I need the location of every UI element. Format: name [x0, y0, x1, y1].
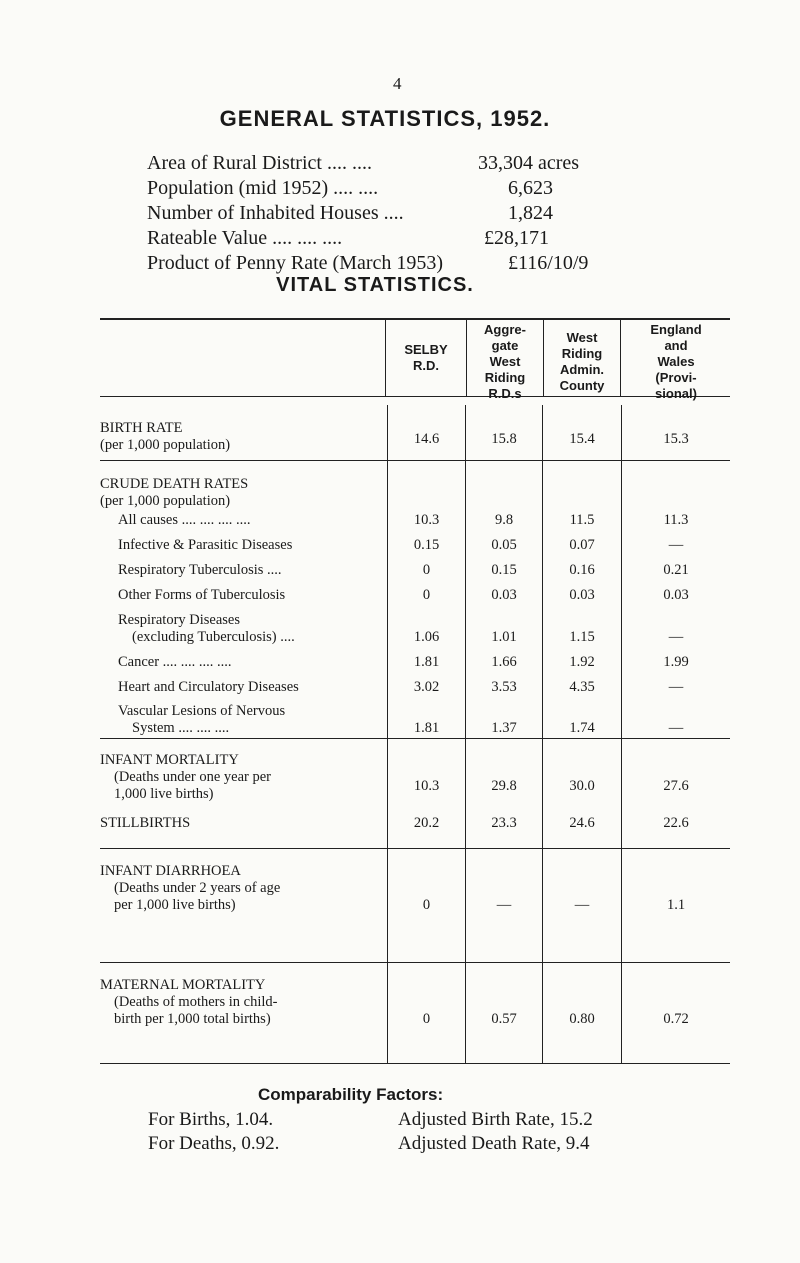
table-cell: —	[668, 720, 684, 736]
table-top-rule	[100, 318, 730, 320]
table-cell: 24.6	[569, 815, 595, 831]
stat-value: 33,304 acres	[478, 152, 580, 174]
comparability-deaths-factor: For Deaths, 0.92.	[148, 1133, 280, 1154]
row-label-birth-rate: BIRTH RATE (per 1,000 population)	[100, 420, 231, 453]
table-cell: 1.66	[491, 654, 517, 670]
table-cell: —	[496, 897, 512, 913]
stat-label: Area of Rural District .... ....	[147, 152, 372, 174]
table-cell: 0.80	[569, 1011, 595, 1027]
table-cell: 22.6	[663, 815, 689, 831]
page-number: 4	[393, 74, 402, 93]
table-cell: 11.3	[663, 512, 689, 528]
table-cell: 4.35	[569, 679, 595, 695]
table-cell: 1.99	[663, 654, 689, 670]
row-label-crude-death-rates: CRUDE DEATH RATES (per 1,000 population)	[100, 476, 249, 509]
table-cell: 0.03	[491, 587, 517, 603]
table-cell: 0.15	[413, 537, 440, 553]
table-cell: 1.37	[491, 720, 517, 736]
row-label: Heart and Circulatory Diseases	[118, 679, 299, 695]
stat-label: Population (mid 1952) .... ....	[147, 177, 379, 199]
column-header-west-riding: West Riding Admin. County	[559, 330, 605, 393]
table-cell: 0	[422, 587, 431, 603]
table-cell: 15.4	[569, 431, 595, 447]
comparability-title: Comparability Factors:	[258, 1085, 444, 1104]
table-cell: 0.21	[663, 562, 689, 578]
column-header-selby: SELBY R.D.	[404, 342, 448, 373]
row-label: Other Forms of Tuberculosis	[118, 587, 286, 603]
table-cell: 3.53	[491, 679, 517, 695]
row-label: Vascular Lesions of Nervous System .... .... ....	[118, 703, 286, 736]
stat-label: Product of Penny Rate (March 1953)	[147, 252, 444, 274]
table-cell: 1.1	[666, 897, 686, 913]
table-cell: 3.02	[413, 679, 440, 695]
table-cell: 10.3	[413, 778, 440, 794]
column-header-england-wales: England and Wales (Provi- sional)	[650, 322, 702, 401]
table-cell: 10.3	[413, 512, 440, 528]
stat-label: Rateable Value .... .... ....	[147, 227, 343, 249]
section-title: VITAL STATISTICS.	[276, 274, 474, 296]
table-cell: 0.57	[491, 1011, 517, 1027]
table-cell: —	[574, 897, 590, 913]
table-cell: 1.74	[569, 720, 595, 736]
table-cell: 27.6	[663, 778, 689, 794]
table-cell: 23.3	[491, 815, 517, 831]
column-header-aggregate: Aggre- gate West Riding R.D.s	[484, 322, 526, 401]
table-cell: 14.6	[413, 431, 440, 447]
row-label: All causes .... .... .... ....	[118, 512, 251, 528]
stat-label: Number of Inhabited Houses ....	[147, 202, 404, 224]
table-cell: 1.81	[413, 654, 440, 670]
row-label-maternal-mortality: MATERNAL MORTALITY (Deaths of mothers in child- birth per 1,000 total births)	[100, 977, 278, 1027]
table-cell: 15.8	[491, 431, 517, 447]
table-cell: 0	[422, 897, 431, 913]
table-cell: 1.92	[569, 654, 595, 670]
row-label: Infective & Parasitic Diseases	[118, 537, 293, 553]
table-cell: 11.5	[569, 512, 595, 528]
row-label-infant-diarrhoea: INFANT DIARRHOEA (Deaths under 2 years of age per 1,000 live births)	[100, 863, 281, 913]
table-cell: 29.8	[491, 778, 517, 794]
table-cell: 0	[422, 1011, 431, 1027]
table-cell: 0	[422, 562, 431, 578]
stat-value: 6,623	[508, 177, 553, 199]
section-rule	[100, 738, 730, 739]
table-cell: 0.72	[663, 1011, 689, 1027]
table-cell: 1.15	[569, 629, 595, 645]
comparability-deaths-adjusted: Adjusted Death Rate, 9.4	[398, 1133, 590, 1154]
table-cell: 0.03	[569, 587, 595, 603]
table-cell: 20.2	[413, 815, 440, 831]
row-label: Cancer .... .... .... ....	[118, 654, 232, 670]
table-cell: 1.06	[413, 629, 440, 645]
table-cell: 1.81	[413, 720, 440, 736]
section-rule	[100, 962, 730, 963]
stat-value: £28,171	[484, 227, 549, 249]
table-bottom-rule	[100, 1063, 730, 1064]
table-cell: 9.8	[494, 512, 514, 528]
section-rule	[100, 848, 730, 849]
table-cell: 0.03	[663, 587, 689, 603]
table-cell: 0.05	[491, 537, 517, 553]
row-label-stillbirths: STILLBIRTHS	[100, 815, 191, 831]
row-label: Respiratory Diseases (excluding Tuberculosis) ....	[118, 612, 295, 645]
row-label-infant-mortality: INFANT MORTALITY (Deaths under one year per 1,000 live births)	[100, 752, 272, 802]
stat-value: 1,824	[508, 202, 553, 224]
table-cell: 30.0	[569, 778, 595, 794]
table-cell: 15.3	[663, 431, 689, 447]
comparability-births-adjusted: Adjusted Birth Rate, 15.2	[398, 1109, 593, 1130]
row-label: Respiratory Tuberculosis ....	[118, 562, 282, 578]
stat-value: £116/10/9	[508, 252, 589, 274]
comparability-births-factor: For Births, 1.04.	[148, 1109, 274, 1130]
table-cell: —	[668, 679, 684, 695]
table-cell: 0.07	[569, 537, 595, 553]
table-cell: 0.16	[569, 562, 595, 578]
section-rule	[100, 460, 730, 461]
table-cell: —	[668, 537, 684, 553]
table-cell: 1.01	[491, 629, 517, 645]
table-cell: 0.15	[491, 562, 517, 578]
page-title: GENERAL STATISTICS, 1952.	[219, 106, 551, 131]
table-cell: —	[668, 629, 684, 645]
